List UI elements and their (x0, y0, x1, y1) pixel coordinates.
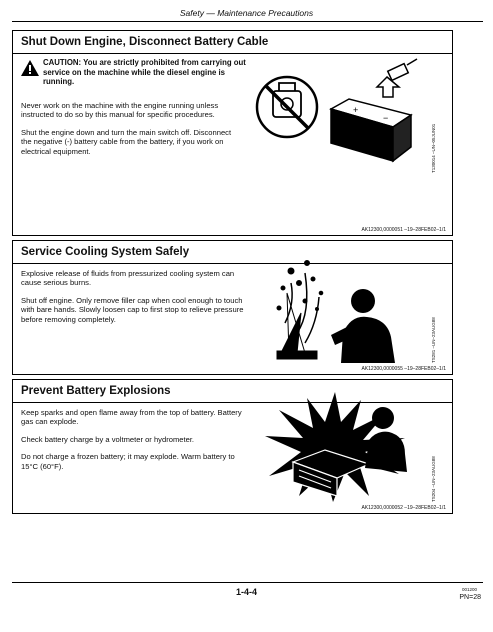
paragraph: Check battery charge by a voltmeter or hydrometer. (21, 434, 195, 444)
footer-small-code: 001200 (461, 587, 477, 592)
pn-label: PN=28 (459, 594, 481, 601)
steam-spray-icon (277, 261, 323, 360)
header-divider (12, 21, 483, 22)
section-body (21, 269, 256, 332)
pressurized-fluid-burn-illustration (271, 253, 401, 363)
paragraph: Keep sparks and open flame away from the top of battery. Battery gas can explode. (21, 408, 242, 427)
svg-text:−: − (383, 113, 389, 123)
cable-connector-icon (377, 59, 417, 97)
engine-battery-illustration (249, 57, 419, 167)
battery-explosion-illustration (265, 392, 415, 504)
caution-text: CAUTION: You are strictly prohibited from carrying out service on the machine while the diesel engine is running. (43, 58, 246, 87)
section-title: Prevent Battery Explosions (21, 385, 171, 397)
reference-code: AK12300,0000055 –19–28FEB02–1/1 (361, 366, 446, 372)
section-shut-down-engine (12, 30, 453, 236)
section-title-divider (13, 53, 452, 54)
section-battery-explosions (12, 379, 453, 514)
svg-text:+: + (353, 105, 359, 115)
paragraph: Explosive release of fluids from pressurized cooling system can cause serious burns. (21, 269, 235, 288)
section-title: Service Cooling System Safely (21, 246, 190, 258)
image-code: TS204 –UN–23AUG88 (431, 456, 436, 502)
paragraph: Do not charge a frozen battery; it may explode. Warm battery to 15°C (60°F). (21, 452, 235, 471)
image-code: T130014 –UN–05JUN01 (431, 123, 436, 173)
page-header-title: Safety — Maintenance Precautions (179, 8, 314, 18)
battery-icon (331, 99, 411, 161)
section-body (21, 408, 246, 479)
section-cooling-system (12, 240, 453, 375)
section-body (21, 101, 241, 164)
paragraph: Shut off engine. Only remove filler cap when cool enough to touch with bare hands. Slowly loosen cap to first stop to relieve pressure before removing completely. (21, 295, 244, 324)
no-engine-sign-icon (257, 77, 317, 137)
warning-icon (21, 60, 39, 76)
person-silhouette-icon (331, 289, 395, 363)
page-number: 1-4-4 (235, 587, 257, 597)
paragraph: Shut the engine down and turn the main switch off. Disconnect the negative (-) battery cable from the battery, if you work on electrical equipment. (21, 127, 232, 156)
paragraph: Never work on the machine with the engine running unless instructed to do so by this manual for specific procedures. (21, 101, 219, 120)
person-silhouette-icon (365, 407, 407, 472)
image-code: TS281 –UN–23AUG88 (431, 317, 436, 363)
reference-code: AK12300,0000052 –19–28FEB02–1/1 (361, 505, 446, 511)
section-title: Shut Down Engine, Disconnect Battery Cable (21, 36, 269, 48)
caution-block (21, 58, 251, 94)
footer-divider (12, 582, 483, 583)
reference-code: AK12300,0000051 –19–28FEB02–1/1 (361, 227, 446, 233)
